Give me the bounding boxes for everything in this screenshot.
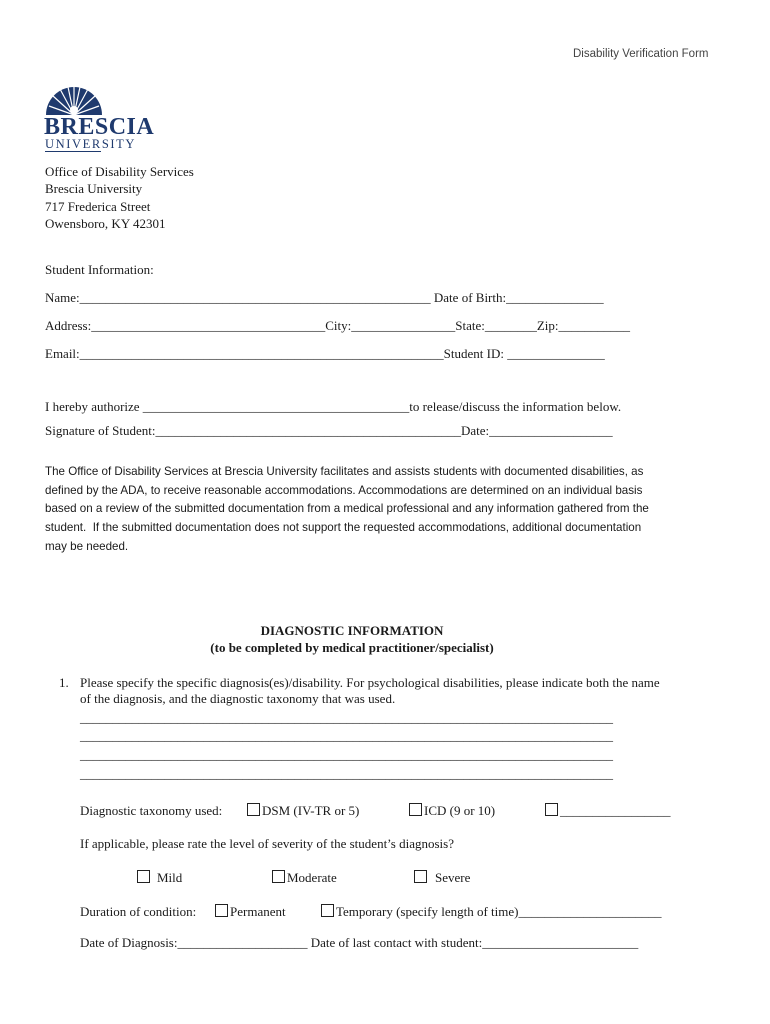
moderate-checkbox[interactable] [272, 870, 285, 883]
other-checkbox[interactable] [545, 803, 558, 816]
temporary-field[interactable]: Temporary (specify length of time)______________________ [336, 904, 662, 919]
logo-text-brescia: BRESCIA [44, 114, 155, 140]
email-studentid-field[interactable]: Email:________________________________________________________Student ID: _______________ [45, 346, 605, 361]
paragraph-line: The Office of Disability Services at Brescia University facilitates and assists students with documented disabilities, as [45, 465, 644, 478]
permanent-checkbox[interactable] [215, 904, 228, 917]
address-office: Office of Disability Services [45, 164, 194, 179]
temporary-checkbox[interactable] [321, 904, 334, 917]
taxonomy-option-other[interactable] [545, 803, 671, 819]
question-text-line2: of the diagnosis, and the diagnostic taxonomy that was used. [80, 691, 396, 706]
diagnostic-subtitle: (to be completed by medical practitioner/specialist) [210, 640, 494, 655]
mild-label: Mild [157, 870, 183, 885]
answer-line[interactable]: __________________________________________________________________________________ [80, 728, 613, 743]
logo-emblem-icon [44, 82, 104, 116]
icd-checkbox[interactable] [409, 803, 422, 816]
severity-mild[interactable] [137, 870, 182, 886]
answer-line[interactable]: __________________________________________________________________________________ [80, 747, 613, 762]
name-dob-field[interactable]: Name:______________________________________________________ Date of Birth:_______________ [45, 290, 604, 305]
severity-moderate[interactable] [272, 870, 337, 886]
address-city: Owensboro, KY 42301 [45, 216, 166, 231]
signature-field[interactable]: Signature of Student:_______________________________________________Date:___________________ [45, 423, 613, 438]
dsm-checkbox[interactable] [247, 803, 260, 816]
address-field[interactable]: Address:____________________________________City:________________State:________Zip:___________ [45, 318, 630, 333]
taxonomy-option-dsm[interactable] [247, 803, 359, 819]
severity-question: If applicable, please rate the level of severity of the student’s diagnosis? [80, 836, 454, 851]
logo-underline [45, 151, 101, 152]
address-street: 717 Frederica Street [45, 199, 151, 214]
dsm-label: DSM (IV-TR or 5) [262, 803, 360, 818]
severe-checkbox[interactable] [414, 870, 427, 883]
permanent-label: Permanent [230, 904, 286, 919]
brescia-logo [44, 82, 154, 156]
form-title-header: Disability Verification Form [573, 48, 709, 60]
other-field[interactable]: _________________ [560, 803, 671, 818]
student-info-heading: Student Information: [45, 262, 154, 277]
severity-severe[interactable] [414, 870, 470, 886]
diagnosis-dates-field[interactable]: Date of Diagnosis:____________________ Date of last contact with student:________________________ [80, 935, 639, 950]
answer-line[interactable]: __________________________________________________________________________________ [80, 766, 613, 781]
duration-temporary[interactable] [321, 904, 661, 920]
answer-line[interactable]: __________________________________________________________________________________ [80, 710, 613, 725]
duration-permanent[interactable] [215, 904, 286, 920]
paragraph-line: may be needed. [45, 539, 129, 553]
taxonomy-label: Diagnostic taxonomy used: [80, 803, 223, 818]
diagnostic-title: DIAGNOSTIC INFORMATION [260, 623, 444, 638]
moderate-label: Moderate [287, 870, 337, 885]
address-university: Brescia University [45, 181, 143, 196]
authorize-field[interactable]: I hereby authorize _________________________________________to release/discuss the information below. [45, 399, 622, 414]
question-number: 1. [59, 675, 69, 690]
logo-text-university: UNIVERSITY [45, 137, 136, 151]
paragraph-line: defined by the ADA, to receive reasonable accommodations. Accommodations are determined on an individual basis [45, 483, 643, 497]
duration-label: Duration of condition: [80, 904, 197, 919]
disability-services-paragraph [45, 463, 725, 557]
question-text-line1: Please specify the specific diagnosis(es)/disability. For psychological disabilities, please indicate both the name [80, 675, 660, 690]
icd-label: ICD (9 or 10) [424, 803, 496, 818]
taxonomy-option-icd[interactable] [409, 803, 495, 819]
severe-label: Severe [435, 870, 471, 885]
paragraph-line: based on a review of the submitted documentation from a medical professional and any information gathered from the [45, 502, 649, 516]
mild-checkbox[interactable] [137, 870, 150, 883]
paragraph-line: student. If the submitted documentation does not support the requested accommodations, additional documentation [45, 521, 642, 535]
